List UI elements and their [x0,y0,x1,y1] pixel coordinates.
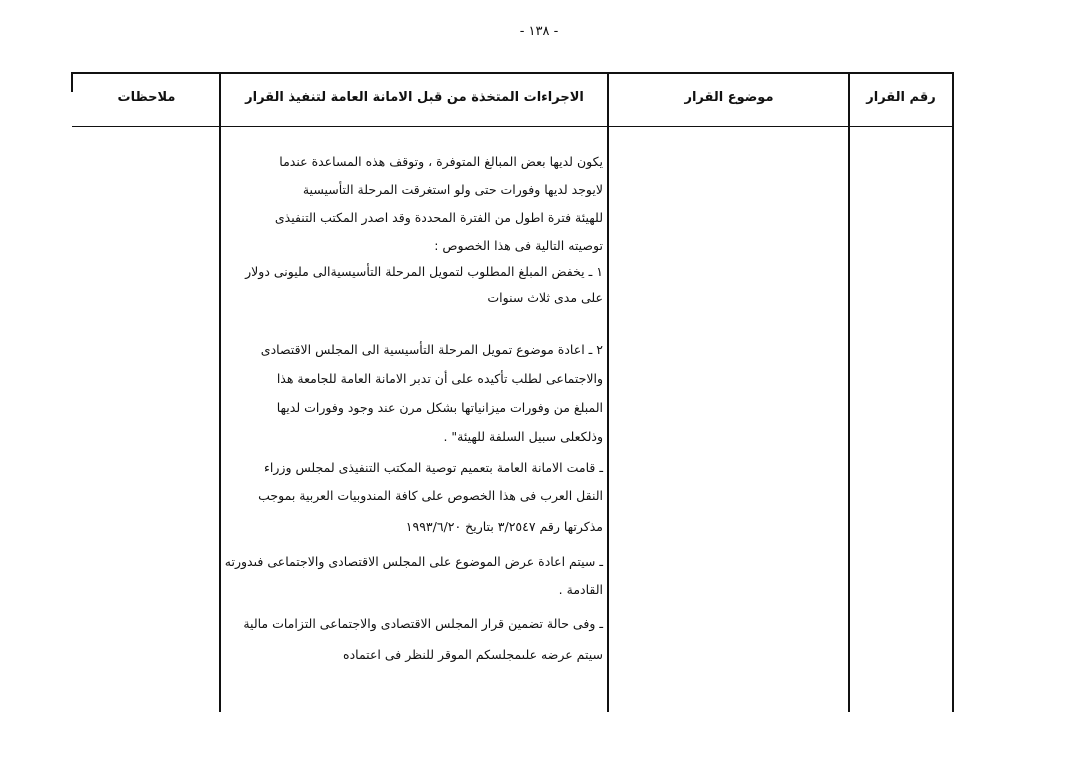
header-notes: ملاحظات [117,90,176,105]
text-line: المبلغ من وفورات ميزانياتها بشكل مرن عند وجود وفورات لديها [276,400,603,415]
column-divider [607,72,609,712]
text-line: ٢ ـ اعادة موضوع تمويل المرحلة التأسيسية الى المجلس الاقتصادى [260,342,603,357]
left-border [71,72,73,92]
text-line: والاجتماعى لطلب تأكيده على أن تدبر الامانة العامة للجامعة هذا [276,371,603,386]
text-line: مذكرتها رقم ٣/٢٥٤٧ بتاريخ ١٩٩٣/٦/٢٠ [405,519,603,534]
text-line: يكون لديها بعض المبالغ المتوفرة ، وتوقف هذه المساعدة عندما [279,154,603,169]
column-divider [848,72,850,712]
text-line: القادمة . [558,582,603,597]
header-divider [72,126,954,127]
text-line: على مدى ثلاث سنوات [487,290,603,305]
text-line: وذلكعلى سبيل السلفة للهيئة" . [443,429,603,444]
text-line: توصيته التالية فى هذا الخصوص : [434,238,603,253]
text-line: النقل العرب فى هذا الخصوص على كافة المندوبيات العربية بموجب [258,488,603,503]
text-line: ـ وفى حالة تضمين قرار المجلس الاقتصادى والاجتماعى التزامات مالية [243,616,603,631]
text-line: سيتم عرضه علىمجلسكم الموقر للنظر فى اعتماده [343,647,603,662]
page-number: - ١٣٨ - [519,24,559,39]
header-decision-number: رقم القرار [866,90,936,105]
text-line: لايوجد لديها وفورات حتى ولو استغرقت المرحلة التأسيسية [302,182,603,197]
text-line: للهيئة فترة اطول من الفترة المحددة وقد اصدر المكتب التنفيذى [274,210,603,225]
text-line: ١ ـ يخفض المبلغ المطلوب لتمويل المرحلة التأسيسيةالى مليونى دولار [245,264,603,279]
column-divider [219,72,221,712]
text-line: ـ سيتم اعادة عرض الموضوع على المجلس الاقتصادى والاجتماعى فىدورته [224,554,603,569]
text-line: ـ قامت الامانة العامة بتعميم توصية المكتب التنفيذى لمجلس وزراء [264,460,603,475]
right-border [952,72,954,712]
header-decision-subject: موضوع القرار [684,90,774,105]
table-top-border [72,72,954,74]
header-actions: الاجراءات المتخذة من قبل الامانة العامة لتنفيذ القرار [245,90,584,105]
